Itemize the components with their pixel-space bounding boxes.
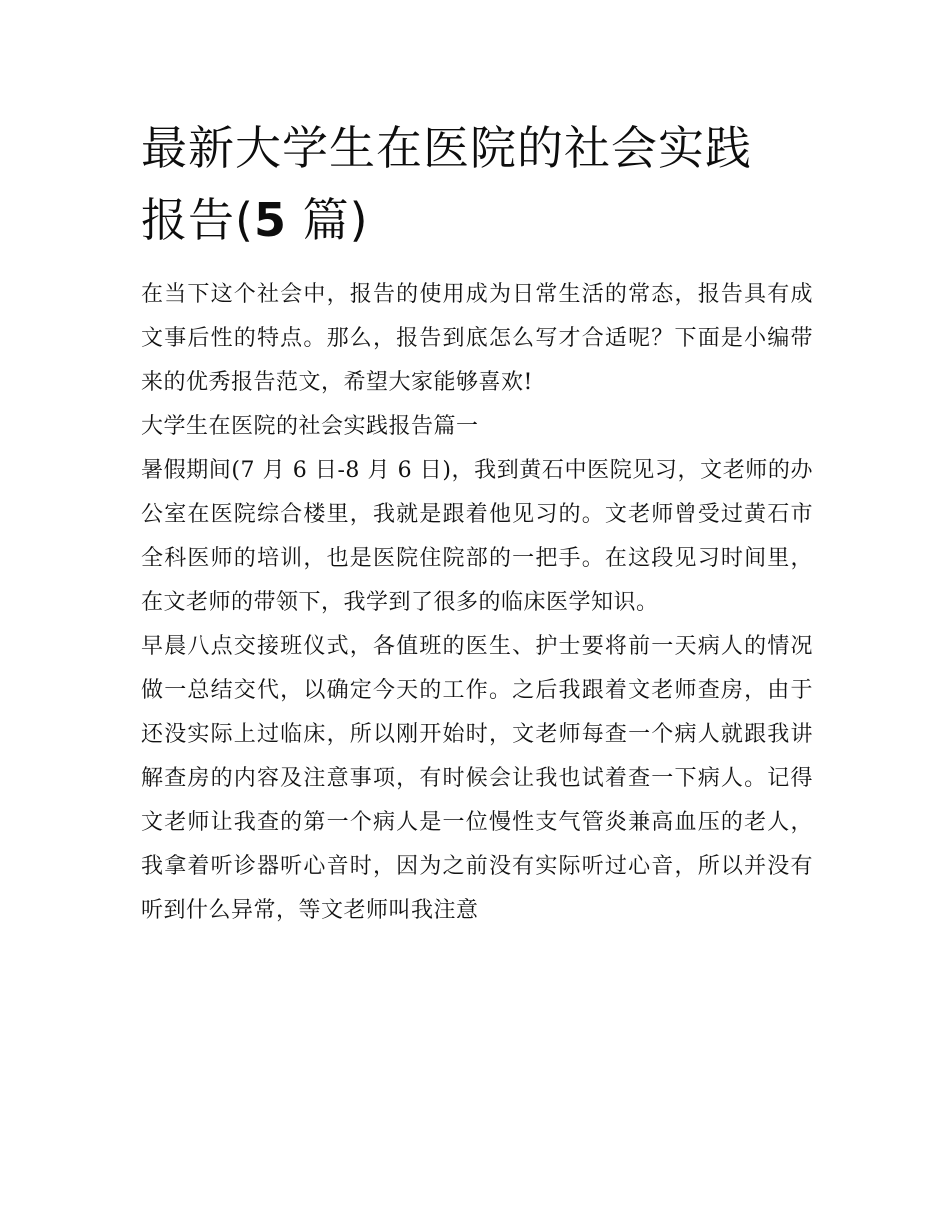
title-count: 5 (253, 193, 287, 247)
title-line-2-end: 篇) (286, 193, 369, 247)
section-heading: 大学生在医院的社会实践报告篇一 (141, 414, 479, 439)
intro-paragraph: 在当下这个社会中，报告的使用成为日常生活的常态，报告具有成文事后性的特点。那么，报告到底怎么写才合适呢？下面是小编带来的优秀报告范文，希望大家能够喜欢! (141, 282, 813, 395)
document-body (141, 273, 813, 933)
title-line-1: 最新大学生在医院的社会实践 (141, 121, 752, 175)
body-paragraph: 早晨八点交接班仪式，各值班的医生、护士要将前一天病人的情况做一总结交代，以确定今天的工作。之后我跟着文老师查房，由于还没实际上过临床，所以刚开始时，文老师每查一个病人就跟我讲解查房的内容及注意事项，有时候会让我也试着查一下病人。记得文老师让我查的第一个病人是一位慢性支气管炎兼高血压的老人，我拿着听诊器听心音时，因为之前没有实际听过心音，所以并没有听到什么异常，等文老师叫我注意 (141, 634, 813, 923)
document-content (141, 112, 813, 933)
body-paragraph: 暑假期间(7 月 6 日-8 月 6 日)，我到黄石中医院见习，文老师的办公室在医院综合楼里，我就是跟着他见习的。文老师曾受过黄石市全科医师的培训，也是医院住院部的一把手。在这段见习时间里，在文老师的带领下，我学到了很多的临床医学知识。 (141, 458, 813, 615)
title-line-2-start: 报告( (141, 193, 254, 247)
document-title (141, 112, 813, 256)
